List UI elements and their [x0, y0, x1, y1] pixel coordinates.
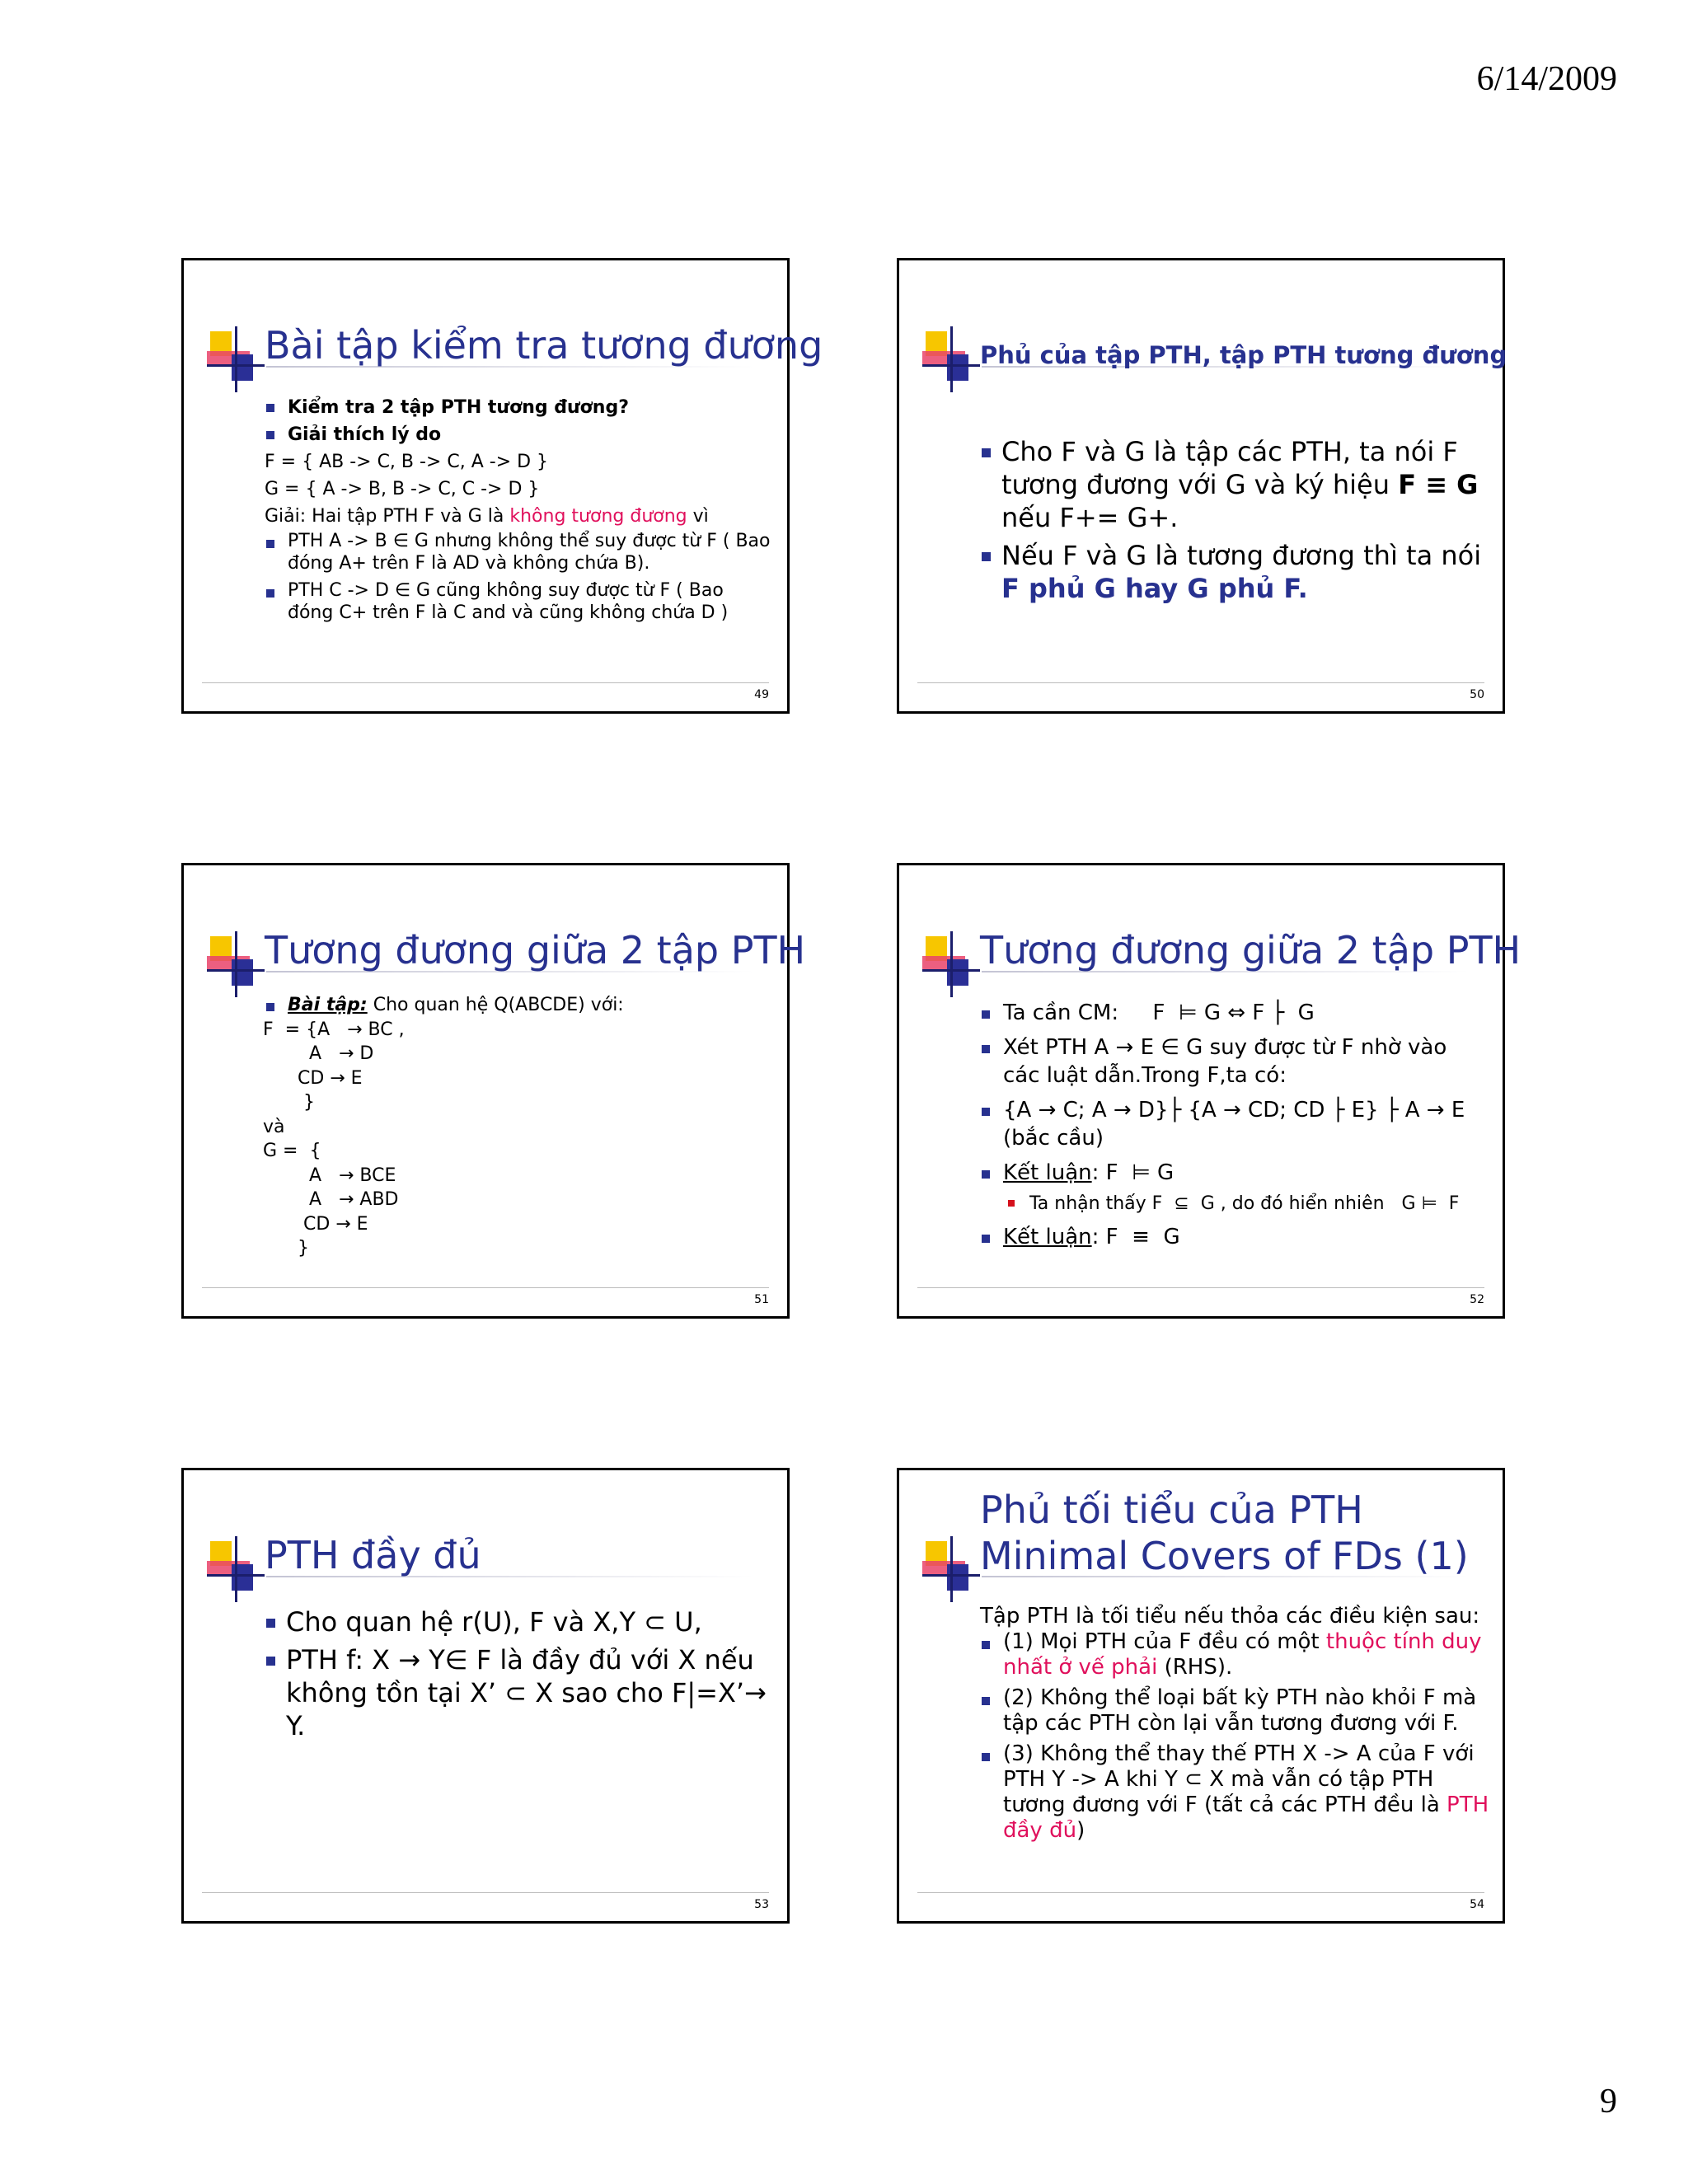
bullet-item: Kết luận: F ⊨ G — [980, 1159, 1489, 1187]
text-line: F = {A → BC , — [263, 1019, 405, 1040]
footer-line — [917, 682, 1484, 683]
intro-text: Tập PTH là tối tiểu nếu thỏa các điều kiện sau: — [980, 1604, 1480, 1629]
text-line: F = { AB -> C, B -> C, A -> D } — [265, 452, 549, 472]
slide-logo-icon — [207, 326, 273, 392]
slide-54 — [897, 1468, 1505, 1924]
title-line: Phủ tối tiểu của PTH — [980, 1488, 1363, 1532]
slide-number: 54 — [1470, 1898, 1484, 1911]
text-line: CD → E — [263, 1213, 368, 1235]
bullet-item: PTH A -> B ∈ G nhưng không thể suy được từ F ( Bao đóng A+ trên F là AD và không chứa B). — [265, 530, 774, 574]
footer-line — [202, 1892, 769, 1893]
bullet-item: Xét PTH A → E ∈ G suy được từ F nhờ vào các luật dẫn.Trong F,ta có: — [980, 1033, 1489, 1090]
slide-body — [980, 435, 1489, 605]
bullet-item: Kết luận: F ≡ G — [980, 1223, 1489, 1251]
bullet-item: Giải thích lý do — [265, 421, 774, 448]
slide-title: PTH đầy đủ — [265, 1533, 481, 1577]
text-line: và — [263, 1116, 285, 1137]
text-line: A → BCE — [263, 1165, 396, 1186]
slide-50 — [897, 258, 1505, 714]
bullet-item: (3) Không thể thay thế PTH X -> A của F với PTH Y -> A khi Y ⊂ X mà vẫn có tập PTH tương đương với F (tất cả các PTH đều là PTH đầy đủ) — [980, 1741, 1489, 1844]
bullet-item: (1) Mọi PTH của F đều có một thuộc tính duy nhất ở vế phải (RHS). — [980, 1629, 1489, 1680]
slide-53 — [181, 1468, 790, 1924]
slide-number: 52 — [1470, 1293, 1484, 1306]
bullet-item: Nếu F và G là tương đương thì ta nói F phủ G hay G phủ F. — [980, 539, 1489, 605]
text-line: G = { A -> B, B -> C, C -> D } — [265, 479, 540, 499]
text-line: } — [263, 1238, 309, 1258]
slide-body — [980, 1604, 1489, 1844]
bullet-item: {A → C; A → D}├ {A → CD; CD ├ E} ├ A → E (bắc cầu) — [980, 1096, 1489, 1152]
bullet-item: PTH f: X → Y∈ F là đầy đủ với X nếu không tồn tại X’ ⊂ X sao cho F|=X’→ Y. — [265, 1643, 774, 1742]
bullet-item: (2) Không thể loại bất kỳ PTH nào khỏi F mà tập các PTH còn lại vẫn tương đương với F. — [980, 1685, 1489, 1736]
text-line: G = { — [263, 1141, 321, 1161]
slide-title: Tương đương giữa 2 tập PTH — [265, 928, 806, 972]
bullet-item: Cho quan hệ r(U), F và X,Y ⊂ U, — [265, 1605, 774, 1638]
footer-line — [202, 1287, 769, 1288]
slide-title: Phủ của tập PTH, tập PTH tương đương — [980, 341, 1507, 369]
text-line: A → D — [263, 1043, 374, 1064]
slide-body — [265, 1605, 774, 1742]
slide-number: 49 — [754, 688, 769, 701]
slide-title — [980, 1487, 1486, 1579]
bullet-item: Ta cần CM: F ⊨ G ⇔ F ├ G — [980, 999, 1489, 1027]
slide-title: Bài tập kiểm tra tương đương — [265, 323, 823, 368]
slide-body — [980, 999, 1489, 1251]
slide-logo-icon — [922, 931, 988, 997]
slide-title: Tương đương giữa 2 tập PTH — [980, 928, 1522, 972]
page-number: 9 — [1600, 2083, 1617, 2121]
footer-line — [917, 1892, 1484, 1893]
slide-logo-icon — [207, 931, 273, 997]
answer-line: Giải: Hai tập PTH F và G là không tương đương vì — [265, 506, 709, 527]
page-date: 6/14/2009 — [1476, 60, 1617, 98]
slide-51 — [181, 863, 806, 1319]
text-line: } — [263, 1092, 315, 1113]
slide-body — [265, 993, 774, 1261]
footer-line — [917, 1287, 1484, 1288]
slide-number: 50 — [1470, 688, 1484, 701]
bullet-item: Bài tập: Cho quan hệ Q(ABCDE) với: — [265, 993, 774, 1018]
footer-line — [202, 682, 769, 683]
bullet-item: Kiểm tra 2 tập PTH tương đương? — [265, 394, 774, 421]
text-line: A → ABD — [263, 1189, 399, 1210]
slide-body — [265, 394, 774, 624]
title-line: Minimal Covers of FDs (1) — [980, 1534, 1469, 1578]
text-line: CD → E — [263, 1067, 363, 1089]
bullet-item: PTH C -> D ∈ G cũng không suy được từ F ( Bao đóng C+ trên F là C and và cũng không chứa D ) — [265, 579, 774, 624]
slide-logo-icon — [922, 326, 988, 392]
sub-bullet-item: Ta nhận thấy F ⊆ G , do đó hiển nhiên G ⊨ F — [980, 1190, 1489, 1218]
slide-52 — [897, 863, 1522, 1319]
slide-number: 51 — [754, 1293, 769, 1306]
slide-logo-icon — [922, 1536, 988, 1602]
slide-49 — [181, 258, 823, 714]
bullet-item: Cho F và G là tập các PTH, ta nói F tương đương với G và ký hiệu F ≡ G nếu F+= G+. — [980, 435, 1489, 534]
highlight-text: không tương đương — [509, 506, 687, 527]
slide-logo-icon — [207, 1536, 273, 1602]
slide-number: 53 — [754, 1898, 769, 1911]
